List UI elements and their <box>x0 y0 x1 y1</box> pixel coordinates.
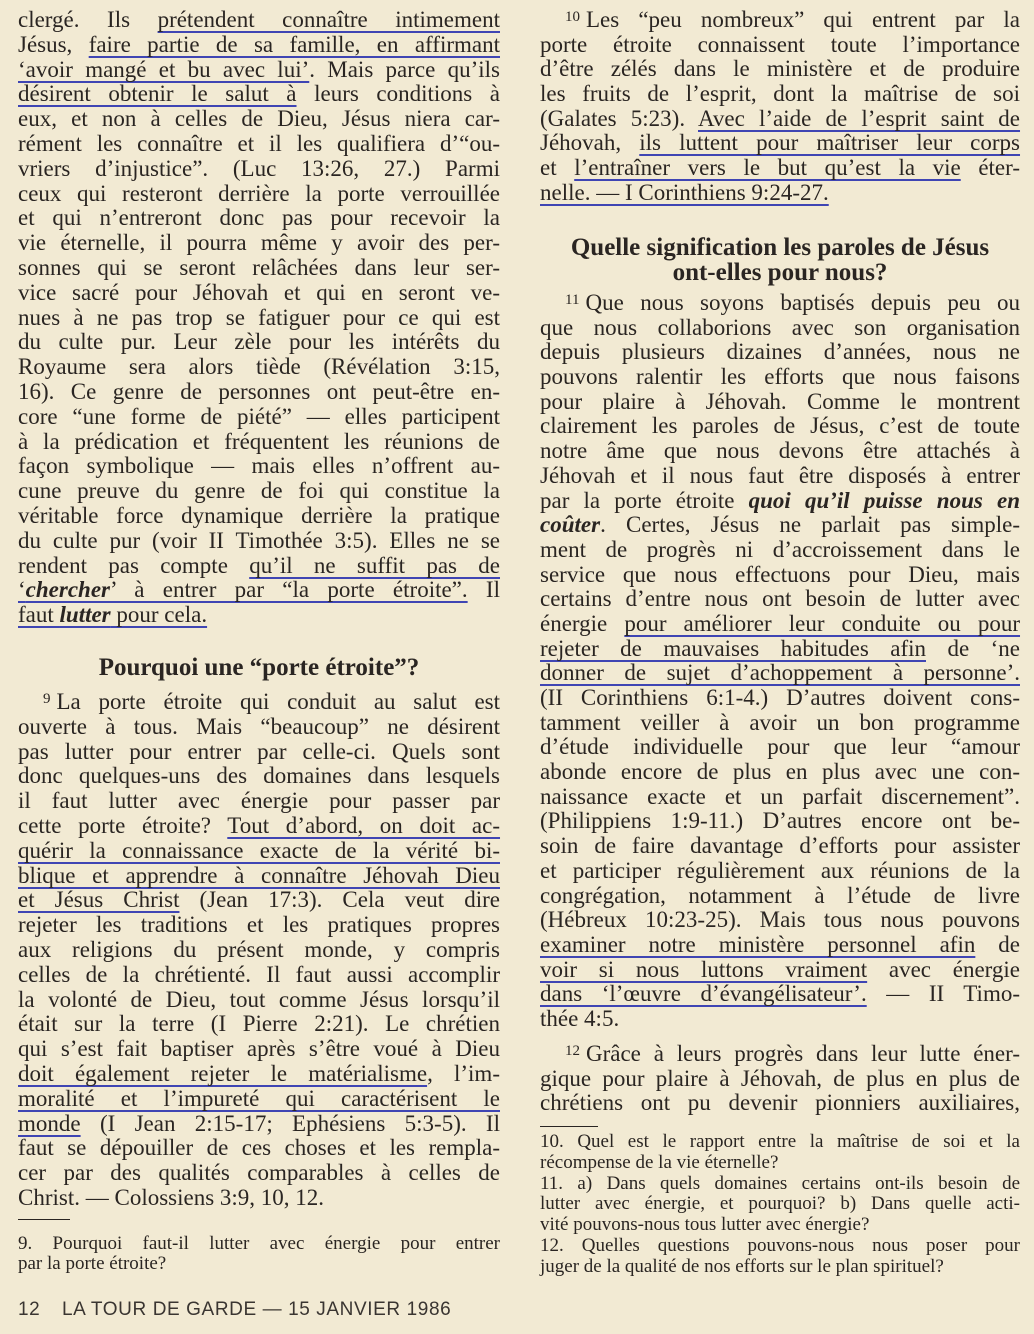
text-segment: . Mais parce qu’ils <box>309 56 500 82</box>
text-line <box>18 355 500 380</box>
text-line <box>540 809 1020 834</box>
text-segment: et participer régulièrement aux réunions de la <box>540 857 1020 883</box>
study-questions <box>540 1132 1020 1278</box>
pen-underlined-text: désirent obtenir le salut à <box>18 81 297 107</box>
text-line <box>540 686 1020 711</box>
text-segment: Les “peu nombreux” qui entrent par la <box>586 7 1020 32</box>
text-segment: cune preuve du genre de foi qui constitue la <box>18 478 500 504</box>
text-segment: façon symbolique — mais elles n’offrent au- <box>18 453 500 479</box>
paragraph-10 <box>540 8 1020 206</box>
text-line <box>540 859 1020 884</box>
section-heading-right <box>540 236 1020 285</box>
text-segment: par la porte étroite? <box>18 1252 167 1274</box>
text-segment: vité pouvons-nous tous lutter avec énergie? <box>540 1214 870 1236</box>
text-segment: La porte étroite qui conduit au salut est <box>56 689 500 714</box>
text-segment: tamment veiller à avoir un bon programme <box>540 709 1020 735</box>
text-line <box>18 430 500 455</box>
page-footer <box>18 1297 451 1323</box>
text-line <box>540 291 1020 316</box>
text-line <box>18 690 500 715</box>
text-segment: rément les connaître et il les qualifiera d’“ou- <box>18 130 500 156</box>
text-segment: congrégation, notamment à l’étude de livre <box>540 882 1020 908</box>
page-number: 12 <box>18 1299 41 1320</box>
pen-underlined-text: qu’il ne suffit pas de <box>249 552 500 578</box>
text-segment: Jéhovah, <box>540 130 640 156</box>
text-segment: ment de progrès ni d’accroissement dans le <box>540 536 1020 562</box>
text-segment: Que nous soyons baptisés depuis peu ou <box>585 290 1020 315</box>
text-line <box>18 380 500 405</box>
pen-underlined-text: pour améliorer leur conduite ou pour <box>624 610 1021 636</box>
text-line <box>18 132 500 157</box>
paragraph-number: 12 <box>565 1043 580 1059</box>
text-line <box>18 33 500 58</box>
text-line <box>18 1254 500 1274</box>
text-line <box>540 414 1020 439</box>
text-segment: ceux qui resteront derrière la porte verrouillée <box>18 180 500 206</box>
text-line <box>540 1042 1020 1067</box>
pen-underlined-text: voir si nous luttons vraiment <box>540 956 868 982</box>
text-segment: celles de la chrétienté. Il faut aussi accomplir <box>18 961 500 987</box>
text-line <box>540 1257 1020 1278</box>
text-segment: du culte pur. Leur zèle pour les intérêts du <box>18 329 500 355</box>
footnote-divider-right <box>540 1126 598 1127</box>
text-segment: rejeter les traditions et les pratiques propres <box>18 912 500 938</box>
study-question-11 <box>540 1174 1020 1236</box>
text-segment: clergé. Ils <box>18 7 158 32</box>
text-segment: cer par des qualités comparables à celles de <box>18 1160 500 1186</box>
text-segment: thée 4:5. <box>540 1005 620 1031</box>
text-line <box>18 306 500 331</box>
text-segment: service que nous effectuons pour Dieu, mais <box>540 561 1020 587</box>
text-line <box>540 661 1020 686</box>
text-line <box>18 454 500 479</box>
text-line <box>540 834 1020 859</box>
text-line <box>540 1067 1020 1092</box>
text-line <box>540 958 1020 983</box>
text-line <box>540 316 1020 341</box>
text-line <box>18 157 500 182</box>
text-line <box>540 637 1020 662</box>
text-line <box>540 489 1020 514</box>
text-segment: à la prédication et fréquentent les réunions de <box>18 428 500 454</box>
text-segment: pouvons ralentir les efforts que nous faisons <box>540 364 1020 390</box>
pen-underlined-text: ’ à entrer par “la porte étroite”. <box>110 577 468 603</box>
text-segment: Jésus, <box>18 31 89 57</box>
text-segment: donc quelques-uns des domaines dans lesquels <box>18 763 500 789</box>
text-segment: (Hébreux 10:23-25). Mais tous nous pouvons <box>540 907 1020 933</box>
text-line <box>540 563 1020 588</box>
text-segment: d’être zélés dans le ministère et de produire <box>540 56 1020 82</box>
text-line <box>18 715 500 740</box>
text-segment: cette porte étroite? <box>18 812 228 838</box>
paragraph-9 <box>18 690 500 1211</box>
text-segment: 16). Ce genre de personnes ont peut-être en- <box>18 378 500 404</box>
text-line <box>18 1186 500 1211</box>
text-segment: que nous collaborions avec son organisation <box>540 314 1020 340</box>
text-line <box>540 760 1020 785</box>
text-line <box>540 933 1020 958</box>
text-line <box>540 390 1020 415</box>
pen-underlined-text: monde <box>18 1110 81 1136</box>
text-line <box>540 982 1020 1007</box>
text-segment: d’étude individuelle pour que leur “amour <box>540 734 1020 760</box>
text-line <box>18 206 500 231</box>
pen-underlined-text: faire partie de sa famille, en affirmant <box>88 31 500 57</box>
text-line <box>18 913 500 938</box>
text-line <box>18 789 500 814</box>
text-line <box>18 1037 500 1062</box>
text-segment: énergie <box>540 610 625 636</box>
text-line <box>18 405 500 430</box>
text-line <box>18 8 500 33</box>
underlined-emphasis-text: lutter <box>59 602 111 628</box>
text-segment: ouverte à tous. Mais “beaucoup” ne désirent <box>18 713 500 739</box>
text-segment: aux religions du présent monde, y compris <box>18 936 500 962</box>
pen-underlined-text: dans ‘l’œuvre d’évangélisateur’. <box>540 981 867 1007</box>
text-line <box>540 1007 1020 1032</box>
text-line <box>18 814 500 839</box>
bold-italic-emphasis: quoi qu’il puisse nous en <box>748 487 1020 513</box>
text-line <box>18 938 500 963</box>
text-line <box>540 1215 1020 1236</box>
text-segment: 10. Quel est le rapport entre la maîtrise de soi et la <box>540 1131 1020 1152</box>
text-segment: vie éternelle, il pourra même y avoir des per- <box>18 230 500 256</box>
text-line <box>18 839 500 864</box>
text-segment: Christ. — Colossiens 3:9, 10, 12. <box>18 1184 325 1210</box>
text-segment: , l’im- <box>427 1060 500 1086</box>
text-line <box>18 529 500 554</box>
text-line <box>18 182 500 207</box>
paragraph-12 <box>540 1042 1020 1116</box>
text-segment: leurs conditions à <box>296 81 500 107</box>
text-segment: et qui n’entreront donc pas pour recevoir la <box>18 205 500 231</box>
pen-underlined-text: pour cela. <box>110 602 208 628</box>
text-segment: véritable force dynamique derrière la pratique <box>18 502 500 528</box>
text-segment: pas lutter pour entrer par celle-ci. Quels sont <box>18 738 500 764</box>
text-line <box>18 740 500 765</box>
text-line <box>18 256 500 281</box>
text-line <box>540 181 1020 206</box>
text-line <box>18 107 500 132</box>
text-segment: lutter avec énergie, et pourquoi? b) Dans quelle acti- <box>540 1193 1020 1215</box>
text-line <box>18 1161 500 1186</box>
text-line <box>540 711 1020 736</box>
text-segment: eux, et non à celles de Dieu, Jésus niera car- <box>18 106 500 132</box>
text-line <box>18 1136 500 1161</box>
pen-underlined-text: donner de sujet d’achoppement à personne’. <box>540 660 1020 686</box>
text-line <box>18 963 500 988</box>
text-line <box>18 82 500 107</box>
pen-underlined-text: blique et apprendre à connaître Jéhovah Dieu <box>18 862 500 888</box>
text-line <box>18 1012 500 1037</box>
text-line <box>540 8 1020 33</box>
text-segment: et <box>540 155 575 181</box>
text-segment: porte étroite connaissent toute l’importance <box>540 31 1020 57</box>
text-segment: abonde encore de plus en plus avec une con- <box>540 759 1020 785</box>
text-segment: clairement les paroles de Jésus, c’est de toute <box>540 413 1020 439</box>
text-segment: 9. Pourquoi faut-il lutter avec énergie pour entrer <box>18 1233 500 1254</box>
text-segment: les fruits de l’esprit, dont la maîtrise de soi <box>540 81 1020 107</box>
text-segment: la volonté de Dieu, tout comme Jésus lorsqu’il <box>18 986 500 1012</box>
pen-underlined-text: prétendent connaître intimement <box>157 7 500 32</box>
text-line <box>540 908 1020 933</box>
text-line <box>18 1062 500 1087</box>
paragraph-number: 11 <box>565 292 580 308</box>
text-line <box>540 1236 1020 1257</box>
pen-underlined-text: moralité et l’impureté qui caractérisent le <box>18 1085 500 1111</box>
text-segment: Grâce à leurs progrès dans leur lutte éner- <box>586 1041 1020 1066</box>
text-line <box>540 107 1020 132</box>
text-line <box>540 340 1020 365</box>
text-segment: qui s’est fait baptiser après s’être voué à Dieu <box>18 1036 500 1062</box>
text-segment: (I Jean 2:15-17; Ephésiens 5:3-5). Il <box>80 1110 500 1136</box>
text-segment: . Certes, Jésus ne parlait pas simple- <box>600 512 1020 538</box>
pen-underlined-text: quérir la connaissance exacte de la vérité bi- <box>18 837 500 863</box>
text-line <box>540 156 1020 181</box>
text-line <box>18 1234 500 1254</box>
text-line <box>540 513 1020 538</box>
text-segment: soin de faire davantage d’efforts pour assister <box>540 833 1020 859</box>
study-question-9 <box>18 1234 500 1273</box>
text-segment: naissance exacte et un parfait discernement”. <box>540 783 1020 809</box>
pen-underlined-text: nelle. — I Corinthiens 9:24-27. <box>540 179 829 205</box>
text-segment: gique pour plaire à Jéhovah, de plus en plus de <box>540 1065 1020 1091</box>
text-segment: chrétiens ont pu devenir pionniers auxiliaires, <box>540 1090 1020 1116</box>
pen-underlined-text: rejeter de mauvaises habitudes afin <box>540 635 926 661</box>
section-heading: Pourquoi une “porte étroite”? <box>98 654 420 681</box>
text-line <box>18 764 500 789</box>
text-line <box>18 58 500 83</box>
text-line <box>540 57 1020 82</box>
text-line <box>540 131 1020 156</box>
text-segment: Royaume sera alors tiède (Révélation 3:15, <box>18 354 500 380</box>
text-line <box>18 888 500 913</box>
text-line <box>540 612 1020 637</box>
text-line <box>540 82 1020 107</box>
text-line <box>540 884 1020 909</box>
text-line <box>540 785 1020 810</box>
text-segment: (Jean 17:3). Cela veut dire <box>179 887 500 913</box>
text-segment: sonnes qui se seront relâchées dans leur ser- <box>18 254 500 280</box>
text-line <box>18 504 500 529</box>
text-segment: pour plaire à Jéhovah. Comme le montrent <box>540 388 1020 414</box>
text-segment: — II Timo- <box>866 981 1020 1007</box>
text-segment: vriers d’injustice”. (Luc 13:26, 27.) Parmi <box>18 155 500 181</box>
text-line <box>18 554 500 579</box>
text-line <box>540 365 1020 390</box>
text-segment: depuis plusieurs dizaines d’années, nous ne <box>540 339 1020 365</box>
pen-underlined-text: faut <box>18 602 60 628</box>
heading-line: Quelle signification les paroles de Jésus <box>570 234 990 261</box>
footnote-divider <box>18 1219 70 1220</box>
text-line <box>18 578 500 603</box>
text-segment: Jéhovah et il nous faut être disposés à entrer <box>540 462 1020 488</box>
text-segment: vice sacré pour Jéhovah et qui en seront ve- <box>18 279 500 305</box>
pen-underlined-text: ils luttent pour maîtriser leur corps <box>639 130 1021 156</box>
text-line <box>540 1153 1020 1174</box>
article-continuation <box>18 8 500 628</box>
text-segment: nues à ne pas trop se fatiguer pour ce qui est <box>18 304 500 330</box>
text-segment: il faut lutter avec énergie pour passer par <box>18 788 500 814</box>
text-line <box>18 231 500 256</box>
text-line <box>540 1174 1020 1195</box>
text-line <box>540 1132 1020 1153</box>
text-segment: par la porte étroite <box>540 487 749 513</box>
pen-underlined-text: Tout d’abord, on doit ac- <box>227 812 501 838</box>
text-segment: de ‘ne <box>926 635 1020 661</box>
text-segment: du culte pur (voir II Timothée 3:5). Elles ne se <box>18 527 500 553</box>
pen-underlined-text: l’entraîner vers le but qu’est la vie <box>574 155 961 181</box>
text-line <box>18 1087 500 1112</box>
text-line <box>18 1112 500 1137</box>
pen-underlined-text: examiner notre ministère personnel afin <box>540 931 976 957</box>
text-segment: Il <box>467 577 500 603</box>
pen-underlined-text: ‘avoir mangé et bu avec lui’ <box>18 56 310 82</box>
text-segment: core “une forme de piété” — elles participent <box>18 403 500 429</box>
text-segment: 11. a) Dans quels domaines certains ont-ils besoin de <box>540 1172 1020 1194</box>
text-line <box>540 735 1020 760</box>
text-segment: 12. Quelles questions pouvons-nous nous poser pour <box>540 1234 1020 1256</box>
bold-italic-emphasis: coûter <box>540 512 601 538</box>
text-segment: éter- <box>960 155 1020 181</box>
text-segment: faut se dépouiller de ces choses et les rempla- <box>18 1135 500 1161</box>
text-segment: (II Corinthiens 6:1-4.) D’autres doivent cons- <box>540 685 1020 710</box>
text-segment: juger de la qualité de nos efforts sur le plan spirituel? <box>540 1255 944 1277</box>
study-question-10 <box>540 1132 1020 1174</box>
text-line <box>540 1194 1020 1215</box>
pen-underlined-text: Avec l’aide de l’esprit saint de <box>698 105 1021 131</box>
text-segment: avec énergie <box>867 956 1020 982</box>
pen-underlined-text: doit également rejeter le matérialisme <box>18 1060 428 1086</box>
text-line <box>18 479 500 504</box>
text-segment: de <box>975 931 1020 957</box>
text-line <box>18 988 500 1013</box>
heading-line: ont-elles pour nous? <box>672 258 888 286</box>
study-question-12 <box>540 1236 1020 1278</box>
pen-underlined-text: ‘ <box>18 577 26 603</box>
paragraph-number: 10 <box>565 9 580 25</box>
paragraph-number: 9 <box>43 691 51 707</box>
text-line <box>18 281 500 306</box>
text-segment: (Galates 5:23). <box>540 105 698 131</box>
text-line <box>540 464 1020 489</box>
underlined-emphasis-text: chercher <box>25 577 110 603</box>
text-segment: était sur la terre (I Pierre 2:21). Le chrétien <box>18 1011 500 1037</box>
text-segment: rendent pas compte <box>18 552 250 578</box>
text-line <box>540 1091 1020 1116</box>
publication-title-date: LA TOUR DE GARDE — 15 JANVIER 1986 <box>62 1299 452 1320</box>
pen-underlined-text: et Jésus Christ <box>18 887 180 913</box>
text-line <box>540 538 1020 563</box>
text-line <box>540 587 1020 612</box>
text-segment: (Philippiens 1:9-11.) D’autres encore ont be- <box>540 808 1020 834</box>
paragraph-11 <box>540 291 1020 1032</box>
text-line <box>18 864 500 889</box>
text-line <box>18 603 500 628</box>
text-segment: notre âme que nous devons être attachés à <box>540 438 1020 464</box>
text-segment: récompense de la vie éternelle? <box>540 1151 779 1173</box>
text-line <box>18 330 500 355</box>
text-line <box>540 439 1020 464</box>
text-line <box>540 33 1020 58</box>
text-segment: certains d’entre nous ont besoin de lutter avec <box>540 586 1020 612</box>
